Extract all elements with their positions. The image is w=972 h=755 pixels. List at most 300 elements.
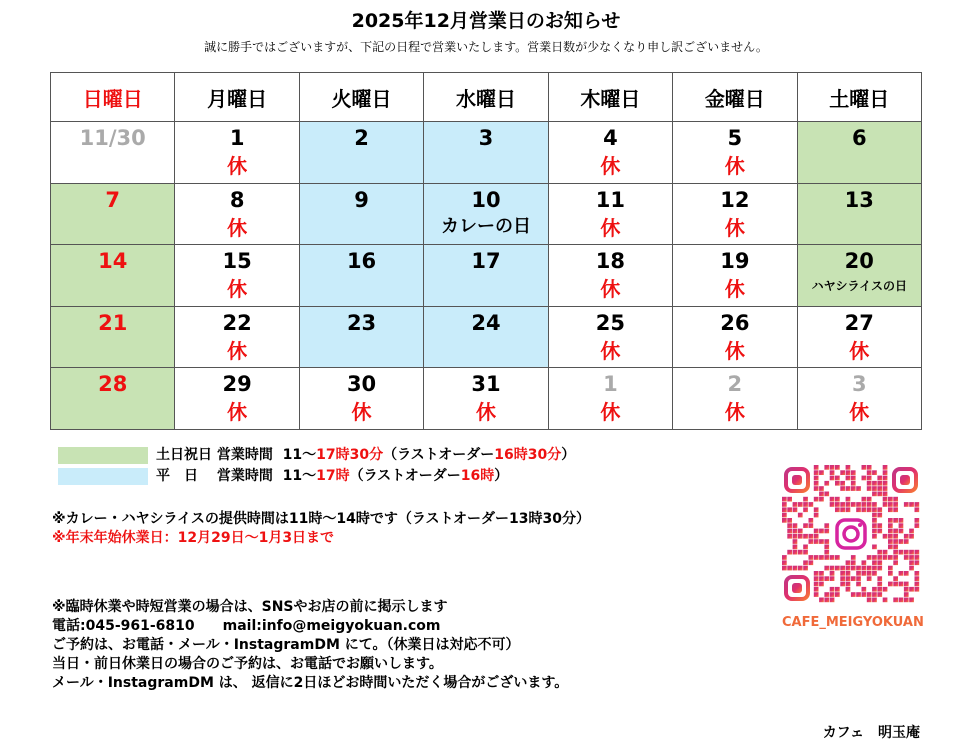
- qr-module: [835, 476, 840, 481]
- qr-module: [814, 481, 819, 486]
- qr-module: [899, 539, 904, 544]
- day-number: 16: [346, 249, 377, 274]
- qr-module: [862, 507, 867, 512]
- page-title: 2025年12月営業日のお知らせ: [351, 10, 621, 32]
- qr-module: [883, 486, 888, 491]
- qr-module: [840, 486, 845, 491]
- legend-weekday-swatch: [58, 468, 148, 485]
- qr-module: [809, 539, 814, 544]
- curry-hours-note: ※カレー・ハヤシライスの提供時間は11時～14時です（ラストオーダー13時30分）: [52, 511, 590, 527]
- day-number: 26: [720, 310, 750, 335]
- qr-module: [888, 507, 893, 512]
- calendar-day-cell: [797, 368, 921, 430]
- qr-module: [798, 502, 803, 507]
- legend-weekday-close: 17時: [316, 468, 350, 484]
- qr-module: [793, 502, 798, 507]
- qr-module: [835, 592, 840, 597]
- qr-module: [867, 470, 872, 475]
- day-number: 11/30: [79, 126, 146, 150]
- day-number: 9: [354, 187, 369, 212]
- calendar-day-cell: [175, 122, 299, 184]
- qr-module: [814, 497, 819, 502]
- qr-module: [824, 550, 829, 555]
- qr-module: [877, 555, 882, 560]
- qr-module: [814, 555, 819, 560]
- qr-module: [872, 571, 877, 576]
- qr-module: [798, 534, 803, 539]
- qr-module: [809, 502, 814, 507]
- day-number: 4: [603, 126, 618, 150]
- qr-module: [830, 476, 835, 481]
- qr-module: [803, 507, 808, 512]
- qr-module: [904, 539, 909, 544]
- qr-module: [819, 555, 824, 560]
- qr-module: [803, 566, 808, 571]
- qr-module: [793, 566, 798, 571]
- qr-module: [872, 545, 877, 550]
- qr-module: [872, 518, 877, 523]
- day-number: 22: [222, 310, 252, 335]
- qr-module: [830, 555, 835, 560]
- day-number: 31: [471, 372, 501, 397]
- day-number: 29: [222, 372, 252, 397]
- qr-module: [915, 550, 920, 555]
- calendar-day-cell: [51, 183, 175, 245]
- qr-module: [883, 481, 888, 486]
- qr-module: [793, 550, 798, 555]
- qr-module: [798, 513, 803, 518]
- qr-module: [846, 497, 851, 502]
- qr-module: [867, 497, 872, 502]
- qr-module: [904, 550, 909, 555]
- calendar-day-cell: [548, 122, 672, 184]
- qr-module: [899, 529, 904, 534]
- calendar-day-cell: [299, 122, 423, 184]
- qr-module: [877, 550, 882, 555]
- qr-module: [824, 592, 829, 597]
- qr-module: [851, 502, 856, 507]
- qr-module: [888, 545, 893, 550]
- qr-module: [915, 571, 920, 576]
- qr-module: [835, 502, 840, 507]
- qr-module: [862, 502, 867, 507]
- qr-module: [803, 534, 808, 539]
- qr-module: [814, 486, 819, 491]
- day-number: 1: [603, 372, 618, 397]
- qr-module: [888, 534, 893, 539]
- qr-module: [909, 550, 914, 555]
- qr-module: [846, 582, 851, 587]
- qr-module: [835, 497, 840, 502]
- qr-module: [893, 534, 898, 539]
- event-label: カレーの日: [440, 215, 531, 237]
- day-number: 23: [346, 310, 377, 335]
- qr-module: [835, 587, 840, 592]
- qr-module: [862, 587, 867, 592]
- header-sunday: 日曜日: [51, 73, 175, 122]
- calendar-header-row: [51, 73, 922, 122]
- qr-module: [883, 502, 888, 507]
- info-line: ※臨時休業や時短営業の場合は、SNSやお店の前に掲示します: [52, 599, 448, 615]
- closed-mark: 休: [600, 154, 621, 178]
- qr-module: [904, 598, 909, 603]
- qr-module: [867, 598, 872, 603]
- legend-weekend-close: 17時30分: [316, 447, 384, 463]
- qr-module: [867, 566, 872, 571]
- qr-module: [787, 518, 792, 523]
- qr-module: [846, 476, 851, 481]
- qr-module: [814, 592, 819, 597]
- qr-module: [893, 576, 898, 581]
- instagram-qr-code: [782, 465, 920, 603]
- qr-module: [803, 560, 808, 565]
- calendar-day-cell: [424, 122, 548, 184]
- calendar-day-cell: [548, 183, 672, 245]
- qr-module: [803, 497, 808, 502]
- qr-module: [883, 587, 888, 592]
- qr-module: [803, 523, 808, 528]
- qr-module: [872, 566, 877, 571]
- calendar-day-cell: [673, 122, 797, 184]
- closed-mark: 休: [475, 400, 496, 425]
- legend-weekday-lo-time: 16時: [460, 468, 495, 484]
- qr-module: [877, 523, 882, 528]
- calendar-day-cell: [673, 306, 797, 368]
- info-line: 当日・前日休業日の場合のご予約は、お電話でお願いします。: [52, 656, 443, 672]
- qr-module: [915, 582, 920, 587]
- qr-module: [793, 507, 798, 512]
- qr-module: [851, 476, 856, 481]
- qr-module: [830, 576, 835, 581]
- day-number: 13: [844, 187, 874, 212]
- qr-module: [798, 550, 803, 555]
- calendar-day-cell: [797, 306, 921, 368]
- qr-module: [840, 502, 845, 507]
- qr-module: [899, 598, 904, 603]
- qr-module: [830, 571, 835, 576]
- qr-module: [856, 507, 861, 512]
- closed-mark: 休: [600, 215, 621, 240]
- closed-mark: 休: [724, 154, 745, 178]
- qr-module: [872, 486, 877, 491]
- qr-module: [904, 592, 909, 597]
- qr-module: [915, 587, 920, 592]
- closed-mark: 休: [724, 338, 745, 363]
- qr-module: [893, 550, 898, 555]
- qr-module: [899, 518, 904, 523]
- calendar-day-cell: [548, 306, 672, 368]
- shop-name: カフェ 明玉庵: [822, 725, 920, 741]
- qr-module: [830, 566, 835, 571]
- legend-weekday-lo-close: ）: [494, 468, 509, 484]
- qr-module: [830, 470, 835, 475]
- qr-module: [888, 582, 893, 587]
- calendar-day-cell: [797, 122, 921, 184]
- qr-module: [909, 560, 914, 565]
- qr-module: [877, 560, 882, 565]
- calendar-day-cell: [175, 245, 299, 307]
- qr-module: [830, 502, 835, 507]
- closed-mark: 休: [227, 215, 248, 240]
- qr-module: [824, 598, 829, 603]
- qr-module: [909, 529, 914, 534]
- day-number: 19: [720, 249, 750, 274]
- qr-module: [883, 534, 888, 539]
- qr-module: [904, 555, 909, 560]
- day-number: 6: [851, 126, 867, 150]
- qr-module: [856, 502, 861, 507]
- qr-module: [888, 539, 893, 544]
- qr-module: [915, 576, 920, 581]
- closed-mark: 休: [600, 400, 621, 425]
- qr-module: [814, 582, 819, 587]
- qr-module: [824, 529, 829, 534]
- qr-module: [862, 560, 867, 565]
- qr-module: [872, 481, 877, 486]
- qr-module: [819, 529, 824, 534]
- qr-module: [824, 555, 829, 560]
- calendar-day-cell: [175, 306, 299, 368]
- calendar-day-cell: [797, 245, 921, 307]
- qr-module: [909, 534, 914, 539]
- calendar-day-cell: [424, 306, 548, 368]
- qr-module: [793, 539, 798, 544]
- closed-mark: 休: [600, 277, 621, 302]
- qr-module: [814, 476, 819, 481]
- day-number: 3: [851, 372, 867, 397]
- closed-mark: 休: [724, 400, 745, 425]
- qr-module: [856, 592, 861, 597]
- qr-module: [883, 598, 888, 603]
- qr-module: [846, 560, 851, 565]
- qr-module: [787, 550, 792, 555]
- qr-module: [877, 486, 882, 491]
- qr-module: [846, 507, 851, 512]
- qr-module: [824, 545, 829, 550]
- day-number: 2: [727, 372, 743, 397]
- qr-module: [893, 507, 898, 512]
- qr-module: [830, 587, 835, 592]
- qr-module: [824, 566, 829, 571]
- qr-module: [835, 566, 840, 571]
- qr-module: [787, 566, 792, 571]
- qr-module: [793, 523, 798, 528]
- qr-module: [824, 539, 829, 544]
- closed-mark: 休: [724, 277, 745, 302]
- qr-module: [793, 545, 798, 550]
- closed-mark: 休: [227, 277, 248, 302]
- qr-module: [893, 545, 898, 550]
- calendar-day-cell: [673, 183, 797, 245]
- day-number: 20: [844, 249, 874, 274]
- qr-module: [877, 566, 882, 571]
- qr-module: [915, 502, 920, 507]
- qr-module: [830, 497, 835, 502]
- qr-module: [862, 465, 867, 470]
- calendar-day-cell: [424, 183, 548, 245]
- qr-module: [877, 582, 882, 587]
- qr-module: [899, 582, 904, 587]
- calendar-day-cell: [175, 183, 299, 245]
- qr-module: [888, 571, 893, 576]
- qr-module: [814, 587, 819, 592]
- qr-module: [893, 598, 898, 603]
- qr-module: [862, 566, 867, 571]
- qr-module: [904, 587, 909, 592]
- qr-module: [819, 582, 824, 587]
- closed-mark: 休: [351, 400, 372, 425]
- qr-module: [846, 566, 851, 571]
- qr-module: [888, 502, 893, 507]
- qr-module: [867, 571, 872, 576]
- qr-module: [793, 529, 798, 534]
- qr-module: [819, 539, 824, 544]
- qr-module: [851, 555, 856, 560]
- calendar-day-cell: [51, 122, 175, 184]
- calendar-week-row: [51, 183, 922, 245]
- qr-module: [893, 518, 898, 523]
- legend-weekend-open: 11～: [282, 447, 317, 463]
- day-number: 2: [354, 126, 369, 150]
- day-number: 24: [471, 310, 501, 335]
- qr-module: [846, 576, 851, 581]
- qr-module: [888, 566, 893, 571]
- qr-module: [803, 545, 808, 550]
- header-monday: 月曜日: [175, 73, 299, 122]
- day-number: 15: [222, 249, 252, 274]
- contact-info: [52, 598, 568, 693]
- qr-module: [877, 513, 882, 518]
- qr-module: [867, 507, 872, 512]
- qr-module: [856, 486, 861, 491]
- closed-mark: 休: [227, 400, 248, 425]
- legend-weekend-lo-time: 16時30分: [494, 447, 562, 463]
- qr-module: [787, 523, 792, 528]
- qr-module: [793, 534, 798, 539]
- header-saturday: 土曜日: [797, 73, 921, 122]
- qr-module: [803, 502, 808, 507]
- qr-module: [851, 470, 856, 475]
- legend-weekday-lo-open: （ラストオーダー: [349, 468, 461, 484]
- qr-module: [824, 492, 829, 497]
- qr-module: [893, 560, 898, 565]
- qr-module: [856, 571, 861, 576]
- calendar-day-cell: [51, 306, 175, 368]
- qr-module: [819, 497, 824, 502]
- qr-module: [877, 492, 882, 497]
- qr-module: [862, 476, 867, 481]
- qr-module: [814, 513, 819, 518]
- info-line: メール・InstagramDM は、 返信に2日ほどお時間いただく場合がございます。: [52, 675, 569, 691]
- info-line: 電話:045-961-6810 mail:info@meigyokuan.com: [52, 618, 441, 634]
- event-label: ハヤシライスの日: [811, 279, 907, 294]
- legend-weekend-label: 土日祝日 営業時間: [156, 447, 273, 463]
- qr-module: [819, 492, 824, 497]
- qr-module: [899, 571, 904, 576]
- qr-module: [814, 534, 819, 539]
- qr-module: [814, 539, 819, 544]
- qr-module: [867, 465, 872, 470]
- qr-module: [877, 576, 882, 581]
- qr-module: [899, 523, 904, 528]
- qr-module: [856, 576, 861, 581]
- closed-mark: 休: [227, 154, 248, 178]
- day-number: 14: [98, 249, 128, 274]
- day-number: 27: [844, 310, 874, 335]
- qr-module: [872, 555, 877, 560]
- qr-module: [814, 507, 819, 512]
- day-number: 8: [229, 187, 245, 212]
- calendar-day-cell: [299, 306, 423, 368]
- qr-module: [851, 481, 856, 486]
- qr-module: [782, 497, 787, 502]
- qr-module: [798, 566, 803, 571]
- legend-weekend-swatch: [58, 447, 148, 464]
- qr-module: [872, 560, 877, 565]
- qr-module: [809, 555, 814, 560]
- qr-module: [851, 486, 856, 491]
- qr-module: [872, 587, 877, 592]
- qr-module: [862, 592, 867, 597]
- calendar-day-cell: [673, 245, 797, 307]
- day-number: 7: [105, 187, 121, 212]
- qr-module: [819, 571, 824, 576]
- qr-module: [782, 507, 787, 512]
- qr-module: [872, 534, 877, 539]
- qr-module: [819, 576, 824, 581]
- qr-module: [883, 497, 888, 502]
- qr-module: [915, 507, 920, 512]
- qr-module: [909, 566, 914, 571]
- qr-module: [814, 465, 819, 470]
- qr-module: [782, 518, 787, 523]
- qr-module: [798, 529, 803, 534]
- qr-module: [904, 571, 909, 576]
- qr-module: [909, 587, 914, 592]
- qr-module: [888, 529, 893, 534]
- closed-mark: 休: [849, 338, 870, 363]
- qr-module: [840, 507, 845, 512]
- closed-mark: 休: [849, 400, 870, 425]
- header-wednesday: 水曜日: [424, 73, 548, 122]
- calendar-day-cell: [51, 245, 175, 307]
- qr-module: [877, 529, 882, 534]
- calendar-day-cell: [299, 183, 423, 245]
- calendar-day-cell: [797, 183, 921, 245]
- qr-module: [888, 518, 893, 523]
- qr-module: [835, 507, 840, 512]
- qr-module: [893, 529, 898, 534]
- qr-module: [803, 550, 808, 555]
- qr-module: [787, 534, 792, 539]
- qr-module: [824, 481, 829, 486]
- qr-module: [909, 555, 914, 560]
- instagram-handle: CAFE_MEIGYOKUAN: [782, 615, 924, 630]
- qr-module: [814, 529, 819, 534]
- qr-module: [851, 592, 856, 597]
- qr-module: [814, 576, 819, 581]
- qr-module: [846, 465, 851, 470]
- qr-module: [824, 523, 829, 528]
- calendar-day-cell: [548, 245, 672, 307]
- qr-module: [840, 571, 845, 576]
- day-number: 17: [471, 249, 501, 274]
- qr-module: [872, 523, 877, 528]
- qr-module: [840, 566, 845, 571]
- calendar-week-row: [51, 122, 922, 184]
- qr-module: [909, 502, 914, 507]
- qr-module: [809, 560, 814, 565]
